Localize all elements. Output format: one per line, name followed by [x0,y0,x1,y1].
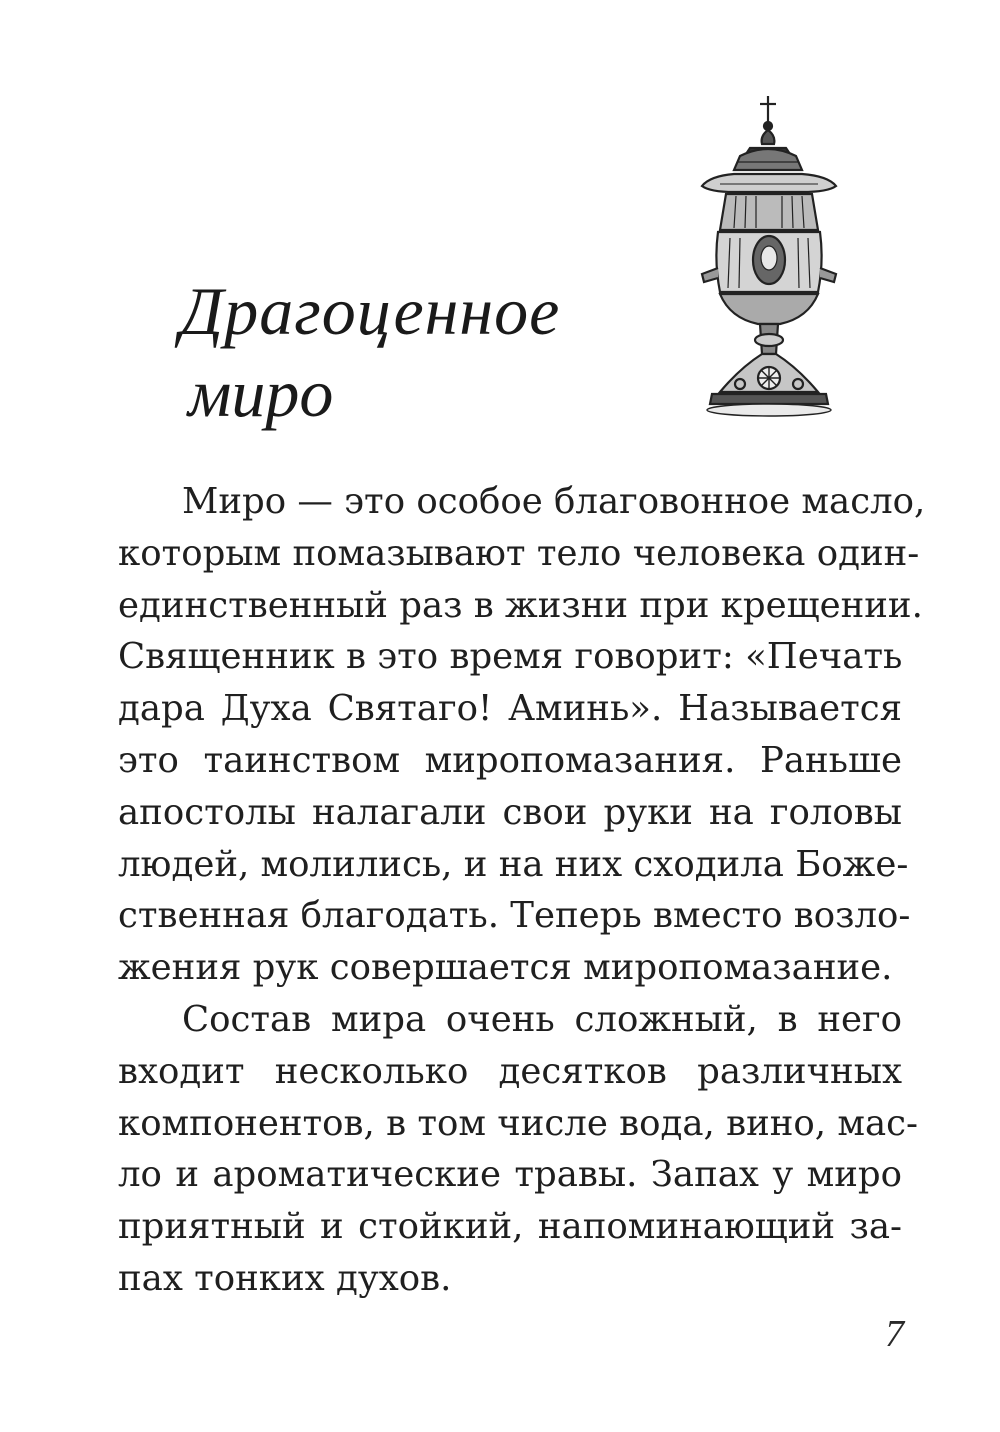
body-text [118,476,926,1305]
text-line: входит несколько десятков различных [118,1050,902,1092]
text-line: которым помазывают тело человека один- [118,532,920,574]
paragraph-2 [118,994,918,1305]
text-line: Миро — это особое благовонное масло, [182,481,926,522]
paragraph-1 [118,476,926,994]
text-line: людей, молились, и на них сходила Боже- [118,843,909,885]
text-line: компонентов, в том числе вода, вино, мас- [118,1102,918,1144]
text-line: дара Духа Святаго! Аминь». Называется [118,688,902,730]
text-line: Священник в это время говорит: «Печать [118,636,903,678]
chapter-title-line-2: миро [188,355,334,431]
text-line: Состав мира очень сложный, в него [182,998,902,1040]
text-line: это таинством миропомазания. Раньше [118,739,902,781]
text-line: единственный раз в жизни при крещении. [118,584,923,626]
chapter-title [180,270,560,434]
text-line: ственная благодать. Теперь вместо возло- [118,895,911,937]
text-line: жения рук совершается миропомазание. [118,947,893,989]
text-line: ло и ароматические травы. Запах у миро [118,1154,902,1196]
myrrh-vessel-icon [690,92,850,422]
page-number: 7 [885,1313,904,1355]
text-line: апостолы налагали свои руки на головы [118,791,902,833]
text-line: приятный и стойкий, напоминающий за- [118,1206,902,1248]
chapter-title-line-1: Драгоценное [180,273,561,349]
text-line: пах тонких духов. [118,1257,452,1299]
